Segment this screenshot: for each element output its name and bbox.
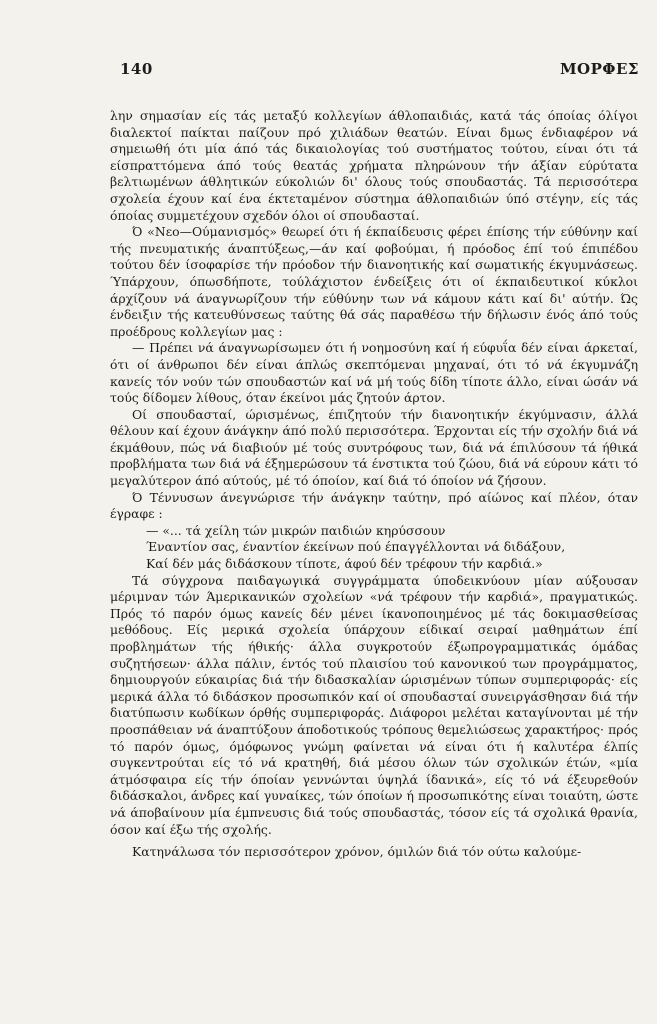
paragraph: Ό «Νεο—Ούμανισμός» θεωρεί ότι ή έκπαίδευσις φέρει έπίσης τήν εύθύνην καί τής πνευματικής άναπτύξεως,—άν καί φοβούμαι, ή πρόοδος έπί τού έπιπέδου τούτου δέν ίσοφαρίσε τήν πρόοδον τήν διανοητικής καί σωματικής έκγυμνάσεως. Ύπάρχουν, όπωσδήποτε, τούλάχιστον ένδείξεις ότι οί έκπαιδευτικοί κύκλοι άρχίζουν νά άναγνωρίζουν τήν εύθύνην των νά κάμουν κάτι καί δι' αύτήν. Ώς ένδειξιν τής κατευθύνσεως ταύτης θά σάς παραθέσω τήν δήλωσιν ένός άπό τούς προέδρους κολλεγίων μας : — [110, 224, 638, 339]
running-title: ΜΟΡΦΕΣ — [559, 60, 639, 78]
page-number: 140 — [120, 60, 153, 78]
paragraph: Τά σύγχρονα παιδαγωγικά συγγράμματα ύποδεικνύουν μίαν αύξουσαν μέριμναν τών Άμερικανικών σχολείων «νά τρέφουν τήν καρδιά», πραγματικώς. Πρός τό παρόν όμως κανείς δέν μένει ίκανοποιημένος μέ τάς δοκιμασθείσας μεθόδους. Είς μερικά σχολεία ύπάρχουν είδικαί σειραί μαθημάτων έπί προβλημάτων τής ήθικής· άλλα συγκροτούν έξωπρογραμματικάς όμάδας συζητήσεων· άλλα πάλιν, έντός τού πλαισίου τού κανονικού των προγράμματος, δημιουργούν εύκαιρίας διά τήν διδασκαλίαν ώρισμένων τύπων συμπεριφοράς· είς μερικά άλλα τό διδάσκον προσωπικόν καί οί σπουδασταί συνειργάσθησαν διά τήν διατύπωσιν κωδίκων όρθής συμπεριφοράς. Διάφοροι μελέται καταγίνονται μέ τήν προσπάθειαν νά άναπτύξουν άποδοτικούς τρόπους θεμελιώσεως χαρακτήρος· πρός τό παρόν όμως, όμόφωνος γνώμη φαίνεται νά είναι ότι ή καλυτέρα έλπίς συγκεντρούται είς τό νά κρατηθή, διά μέσου όλων τών σχολικών έτών, «μία άτμόσφαιρα είς τήν όποίαν γεννώνται ύψηλά ίδανικά», είς τό νά έξευρεθούν διδάσκαλοι, άνδρες καί γυναίκες, τών όποίων ή προσωπικότης είναι τοιαύτη, ώστε νά άποβαίνουν μία έμπνευσις διά τούς σπουδαστάς, τόσον είς τά σχολικά θρανία, όσον καί έξω τής σχολής. — [110, 572, 638, 837]
poem-line: — «... τά χείλη τών μικρών παιδιών κηρύσσουν — [146, 522, 446, 538]
poem-line: Καί δέν μάς διδάσκουν τίποτε, άφού δέν τρέφουν τήν καρδιά.» — [146, 556, 543, 572]
body-text — [110, 108, 638, 861]
paragraph: Ό Τέννυσων άνεγνώρισε τήν άνάγκην ταύτην, πρό αίώνος καί πλέον, όταν έγραφε : — [110, 489, 638, 522]
page-header — [120, 60, 639, 82]
poem-line: Έναντίον σας, έναντίον έκείνων πού έπαγγέλλονται νά διδάξουν, — [146, 539, 566, 555]
paragraph: λην σημασίαν είς τάς μεταξύ κολλεγίων άθλοπαιδιάς, κατά τάς όποίας όλίγοι διαλεκτοί παίκται παίζουν πρό χιλιάδων θεατών. Είναι δμως ένδιαφέρον νά σημειωθή ότι μία άπό τάς δικαιολογίας τού συστήματος τούτου, είναι ότι τά είσπραττόμενα άπό τούς θεατάς χρήματα πληρώνουν τήν άξίαν εύρύτατα βελτιωμένων άθλητικών εύκολιών δι' όλους τούς σπουδαστάς. Τά περισσότερα σχολεία έχουν καί ένα έκτεταμένον σύστημα άθλοπαιδιών ύπό στέγην, είς τάς όποίας συμμετέχουν σχεδόν όλοι οί σπουδασταί. — [110, 108, 638, 223]
paragraph: Οί σπουδασταί, ώρισμένως, έπιζητούν τήν διανοητικήν έκγύμνασιν, άλλά θέλουν καί έχουν άνάγκην άπό πολύ περισσότερα. Έρχονται είς τήν σχολήν διά νά έκμάθουν, πώς νά διαβιούν μέ τούς συντρόφους των, διά νά έπιλύσουν τά ήθικά προβλήματα των διά νά έξημερώσουν τά ένστικτα τού ζώου, διά νά εύρουν κάτι τό μεγαλύτερον άπό αύτούς, μέ τό όποίον, καί διά τό όποίον νά ζήσουν. — [110, 406, 638, 489]
quotation-paragraph: — Πρέπει νά άναγνωρίσωμεν ότι ή νοημοσύνη καί ή εύφυΐα δέν είναι άρκεταί, ότι οί άνθρωποι δέν είναι άπλώς σκεπτόμεναι μηχαναί, ότι τό νά έκγυμνάζη κανείς τόν νούν τών σπουδαστών καί νά μή τούς δίδη τίποτε άλλο, είναι ώσάν νά τούς δίδομεν λίθους, όταν έκείνοι μάς ζητούν άρτον. — [110, 340, 638, 406]
paragraph: Κατηνάλωσα τόν περισσότερον χρόνον, όμιλών διά τόν ούτω καλούμε- — [132, 844, 582, 860]
